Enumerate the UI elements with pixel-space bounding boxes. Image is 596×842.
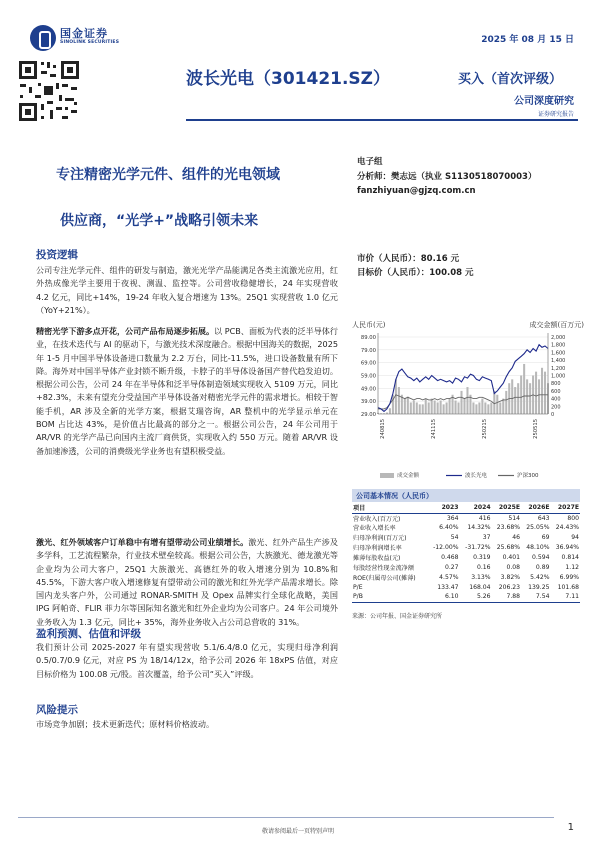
volume-bar xyxy=(407,397,409,414)
volume-bar xyxy=(416,402,418,414)
table-cell: 25.05% xyxy=(526,524,550,532)
table-cell: 0.594 xyxy=(532,554,550,561)
y-tick-label-right: 2,000 xyxy=(551,335,566,341)
table-cell: 69 xyxy=(541,534,550,542)
table-cell: 0.814 xyxy=(561,554,579,561)
volume-bar xyxy=(511,379,513,414)
volume-bar xyxy=(425,399,427,414)
paragraph-body: 以 PCB、面板为代表的泛半导体行业，在技术迭代与 AI 的驱动下，与激光技术深度融合。根据中国海关的数据，2025 年 1-5 月中国半导体设备进口数量为 2.2 万台，同比-11.5%，进口设备数量有所下降。海外对中国半导体产业封锁不断升级，卡脖子的半导体设备国产替代趋发迫切。根据公司公告，公司 24 年在半导体和泛半导体制造领域实现收入 5109 万元，同比+82.3%，未来有望充分受益国产半导体设备对精密光学元件的需求增长。相较于智能手机，AR 涉及全新的光学方案，根据艾瑞咨询，AR 整机中的光学显示单元在 BOM 占比达 43%，是价值占比最高的部分之一。根据公司公告，24 年公司用于 AR/VR 的光学产品已向国内主流厂商供货，实现收入约 550 万元。随着 AR/VR 设备加速渗透，公司的消费级光学业务也有望积极受益。 xyxy=(36,326,338,456)
y-tick-label-left: 49.00 xyxy=(360,386,376,393)
basic-info-table xyxy=(352,502,580,603)
table-cell: 0.27 xyxy=(444,563,459,571)
volume-bar xyxy=(413,401,415,414)
report-type: 公司深度研究 xyxy=(514,96,574,107)
volume-bar xyxy=(502,399,504,414)
table-row-label: 项目 xyxy=(352,502,428,513)
volume-bar xyxy=(428,402,430,414)
y-tick-label-right: 1,200 xyxy=(551,365,566,372)
table-cell: 7.88 xyxy=(492,592,521,602)
volume-bar xyxy=(422,404,424,414)
table-row xyxy=(352,572,580,582)
footer-divider xyxy=(18,817,554,818)
volume-bar xyxy=(496,395,498,414)
volume-bar xyxy=(440,401,442,414)
headline-line-1: 专注精密光学元件、组件的光电领域 xyxy=(56,167,280,183)
table-cell: 800 xyxy=(567,514,579,522)
table-cell: 6.40% xyxy=(439,524,459,532)
table-row xyxy=(352,523,580,533)
volume-bar xyxy=(446,402,448,414)
table-row-label: 摊薄每股收益(元) xyxy=(353,555,401,562)
table-row-label: ROE(归属母公司(摊薄) xyxy=(353,574,416,582)
table-cell: 3.13% xyxy=(471,573,491,581)
table-cell: 643 xyxy=(537,514,550,522)
volume-bar xyxy=(472,402,474,414)
volume-bar xyxy=(434,401,436,414)
volume-bar xyxy=(478,402,480,414)
table-cell: 4.57% xyxy=(439,573,459,581)
y-tick-label-right: 1,000 xyxy=(551,373,566,380)
table-cell: 133.47 xyxy=(437,583,459,591)
table-cell: 0.16 xyxy=(476,563,491,571)
stock-price-chart xyxy=(350,312,586,482)
table-cell: 2026E xyxy=(521,502,550,513)
table-cell: 6.99% xyxy=(559,573,579,581)
x-tick-label: 250215 xyxy=(482,419,488,439)
volume-bar xyxy=(538,379,540,414)
volume-bar xyxy=(505,391,507,414)
volume-bar xyxy=(475,404,477,414)
y-tick-label-right: 600 xyxy=(551,388,561,395)
volume-bar xyxy=(523,364,525,414)
table-row xyxy=(352,592,580,602)
volume-bar xyxy=(484,402,486,414)
table-row xyxy=(352,533,580,543)
y-tick-label-right: 200 xyxy=(551,404,561,411)
table-cell: 54 xyxy=(450,534,459,542)
volume-bar xyxy=(431,399,433,414)
table-row-label: P/E xyxy=(353,583,363,591)
table-row-label: 归母净利润增长率 xyxy=(353,545,402,553)
analyst-name: 分析师：樊志远（执业 S1130518070003） xyxy=(357,172,537,182)
table-cell: 1.12 xyxy=(565,563,579,571)
volume-bar xyxy=(535,372,537,414)
table-cell: 94 xyxy=(571,534,579,542)
volume-bar xyxy=(487,404,489,414)
y-tick-label-right: 1,600 xyxy=(551,350,566,357)
volume-bar xyxy=(544,372,546,414)
y-axis-left-label: 人民币(元) xyxy=(352,321,386,329)
paragraph-lead: 激光、红外领域客户订单稳中有增有望带动公司业绩增长。 xyxy=(36,537,249,547)
section-title-risk: 风险提示 xyxy=(36,704,78,716)
table-cell: 2024 xyxy=(460,502,492,513)
table-cell: 23.68% xyxy=(496,524,521,532)
volume-bar xyxy=(541,368,543,414)
table-row-label: P/B xyxy=(352,592,428,602)
table-row xyxy=(352,553,580,563)
footer-disclaimer: 敬请参阅最后一页特别声明 xyxy=(261,828,334,835)
volume-bar xyxy=(520,376,522,415)
paragraph-body: 激光、红外产品生产涉及多学科，工艺流程繁杂，行业技术壁垒较高。根据公司公告，大族激光、德龙激光等企业均为公司大客户，25Q1 大族激光、高德红外的收入增速分别为 10.8%和 45.5%，下游大客户收入增速修复有望带动公司的激光和红外光学产品需求增长。除国内龙头客户外，公司通过 RONAR-SMITH 及 Opex 品牌实行全球化战略，美国 IPG 阿帕奇、FLIR 菲力尔等国际知名激光和红外企业均为公司客户。24 年公司境外业务收入为 1.3 亿元，同比+ 35%，海外业务收入占公司总营收的 31%。 xyxy=(36,537,338,627)
legend-swatch xyxy=(380,473,394,478)
table-cell: 0.89 xyxy=(535,563,550,571)
table-cell: 101.68 xyxy=(557,583,579,591)
y-tick-label-left: 29.00 xyxy=(360,412,376,418)
volume-bar xyxy=(490,402,492,414)
volume-bar xyxy=(499,402,501,414)
current-price: 市价（人民币）：80.16 元 xyxy=(357,254,460,264)
logo-icon xyxy=(30,25,56,51)
y-tick-label-right: 1,400 xyxy=(551,358,566,365)
table-cell: 24.43% xyxy=(555,524,579,532)
table-cell: 139.25 xyxy=(528,583,550,591)
table-cell: 6.10 xyxy=(428,592,460,602)
x-tick-label: 240815 xyxy=(380,419,386,439)
logo-text: 国金证券 xyxy=(60,27,108,40)
y-tick-label-left: 39.00 xyxy=(360,399,376,406)
table-row xyxy=(352,562,580,572)
volume-bar xyxy=(514,387,516,414)
table-cell: 5.26 xyxy=(460,592,492,602)
section-title-invest: 投资逻辑 xyxy=(36,249,78,261)
legend-label: 成交金额 xyxy=(397,473,420,479)
table-cell: 25.68% xyxy=(496,544,521,552)
volume-bar xyxy=(455,401,457,414)
paragraph-risk: 市场竞争加剧；技术更新迭代；原材料价格波动。 xyxy=(36,719,215,729)
section-title-forecast: 盈利预测、估值和评级 xyxy=(36,628,141,640)
x-tick-label: 250515 xyxy=(533,419,539,439)
volume-bar xyxy=(526,379,528,414)
y-tick-label-right: 1,800 xyxy=(551,342,566,349)
volume-bar xyxy=(398,387,400,414)
y-tick-label-left: 89.00 xyxy=(360,335,376,341)
volume-bar xyxy=(529,383,531,414)
paragraph-downstream xyxy=(36,325,338,458)
table-cell: -12.00% xyxy=(433,544,459,552)
y-tick-label-left: 59.00 xyxy=(360,373,376,380)
volume-bar xyxy=(410,402,412,414)
qr-code-icon xyxy=(16,58,82,124)
y-axis-right-label: 成交金额(百万元) xyxy=(529,321,584,329)
volume-bar xyxy=(443,404,445,414)
volume-bar xyxy=(460,391,462,414)
table-title: 公司基本情况（人民币） xyxy=(352,489,580,502)
y-tick-label-right: 400 xyxy=(551,396,561,403)
target-price: 目标价（人民币）：100.08 元 xyxy=(357,268,474,278)
paragraph-forecast: 我们预计公司 2025-2027 年有望实现营收 5.1/6.4/8.0 亿元，实现归母净利润 0.5/0.7/0.9 亿元，对应 PS 为 18/14/12x，给予公司 2026 年 18xPS 估值，对应目标价格为 100.08 元/股。首次覆盖，给予公司“买入”评级。 xyxy=(36,642,338,679)
legend-label: 波长光电 xyxy=(465,473,488,479)
table-header-row xyxy=(352,502,580,513)
y-tick-label-left: 69.00 xyxy=(360,360,376,367)
table-cell: 206.23 xyxy=(498,583,521,591)
header-divider xyxy=(186,119,578,121)
y-tick-label-right: 0 xyxy=(551,412,555,418)
volume-bar xyxy=(389,408,391,414)
logo-subtext: SINOLINK SECURITIES xyxy=(60,40,120,45)
table-cell: 5.42% xyxy=(530,573,550,581)
table-row-label: 每股经营性现金流净额 xyxy=(353,564,414,572)
analyst-department: 电子组 xyxy=(357,157,383,167)
analyst-email: fanzhiyuan@gjzq.com.cn xyxy=(357,186,476,196)
rating-badge: 买入（首次评级） xyxy=(458,72,563,87)
table-cell: 0.319 xyxy=(473,554,491,561)
y-tick-label-right: 800 xyxy=(551,381,561,388)
report-subtitle: 证券研究报告 xyxy=(537,111,574,118)
table-row-label: 营业收入增长率 xyxy=(353,525,396,533)
volume-bar xyxy=(449,399,451,414)
table-cell: 37 xyxy=(482,534,491,542)
table-cell: 3.82% xyxy=(500,573,521,581)
table-cell: 46 xyxy=(512,534,521,542)
table-cell: 364 xyxy=(446,514,459,522)
table-cell: 0.08 xyxy=(506,563,521,571)
paragraph-lead: 精密光学下游多点开花，公司产品布局逐步拓展。 xyxy=(36,326,215,336)
series-line-index xyxy=(378,395,548,409)
volume-bar xyxy=(466,387,468,414)
page-number: 1 xyxy=(567,822,574,833)
basic-info-table-box xyxy=(352,489,580,603)
table-cell: 2025E xyxy=(492,502,521,513)
table-row xyxy=(352,513,580,523)
table-cell: -31.72% xyxy=(465,544,491,552)
paragraph-overview: 公司专注光学元件、组件的研发与制造，激光光学产品能满足各类主流激光应用，红外热成像光学主要用于夜视、测温、监控等。公司营收稳健增长，24 年实现营收 4.2 亿元，同比+14%，19-24 年收入复合增速为 13%。25Q1 实现营收 1.0 亿元（YoY+21%）。 xyxy=(36,265,338,315)
volume-bar xyxy=(493,391,495,414)
table-row-label: 营业收入(百万元) xyxy=(353,515,401,523)
table-cell: 416 xyxy=(478,514,491,522)
y-tick-label-left: 79.00 xyxy=(360,347,376,354)
table-source: 来源：公司年报、国金证券研究所 xyxy=(352,613,443,620)
table-cell: 168.04 xyxy=(469,583,491,591)
paragraph-customers xyxy=(36,536,338,629)
table-cell: 0.468 xyxy=(441,554,459,561)
table-cell: 514 xyxy=(508,514,521,522)
table-cell: 14.32% xyxy=(467,524,491,532)
table-row xyxy=(352,543,580,553)
table-cell: 2023 xyxy=(428,502,460,513)
table-cell: 7.54 xyxy=(521,592,550,602)
volume-bar xyxy=(463,399,465,414)
table-cell: 0.401 xyxy=(502,554,521,561)
volume-bar xyxy=(481,399,483,414)
headline-line-2: 供应商，“光学+”战略引领未来 xyxy=(60,213,259,229)
table-cell: 2027E xyxy=(551,502,581,513)
volume-bar xyxy=(419,404,421,414)
stock-title: 波长光电（301421.SZ） xyxy=(186,69,390,89)
table-row-label: 归母净利润(百万元) xyxy=(353,535,407,543)
volume-bar xyxy=(517,383,519,414)
table-row xyxy=(352,582,580,592)
table-cell: 48.10% xyxy=(526,544,550,552)
legend-label: 沪深300 xyxy=(517,473,539,479)
volume-bar xyxy=(458,402,460,414)
table-cell: 7.11 xyxy=(551,592,581,602)
volume-bar xyxy=(404,399,406,414)
volume-bar xyxy=(437,402,439,414)
x-tick-label: 241115 xyxy=(431,419,437,439)
table-cell: 36.94% xyxy=(555,544,579,552)
report-date: 2025 年 08 月 15 日 xyxy=(481,35,574,45)
